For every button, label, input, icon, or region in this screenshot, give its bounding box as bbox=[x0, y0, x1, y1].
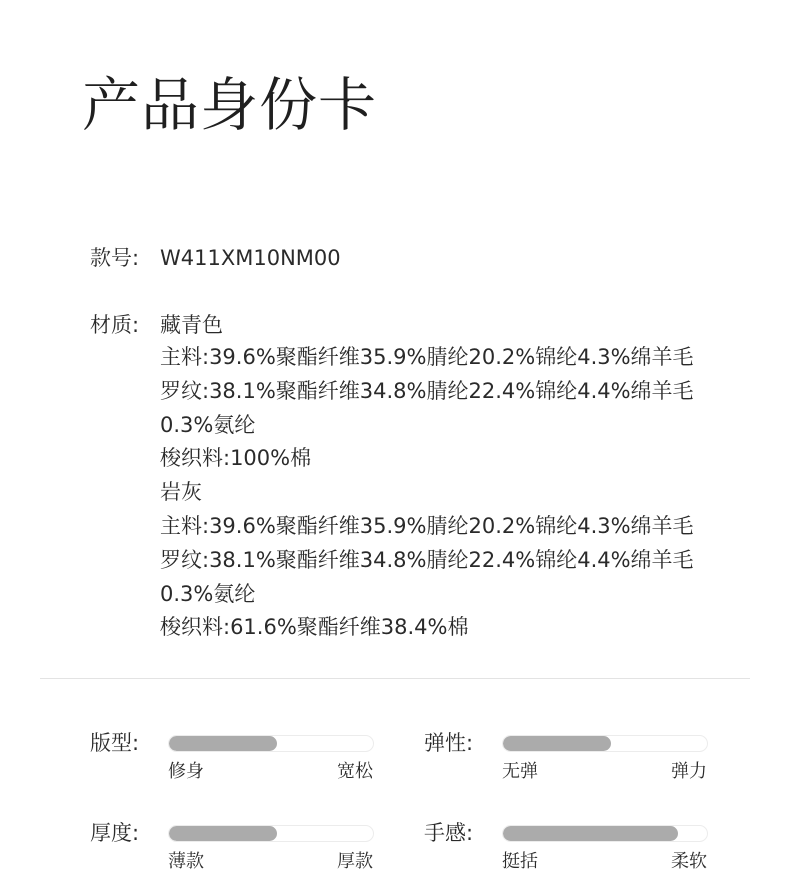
style-number-label: 款号: bbox=[90, 246, 140, 270]
attribute-bar-fill bbox=[503, 736, 611, 751]
material-line: 罗纹:38.1%聚酯纤维34.8%腈纶22.4%锦纶4.4%绵羊毛 bbox=[160, 547, 694, 572]
attribute-bar-fill bbox=[503, 826, 678, 841]
material-line: 0.3%氨纶 bbox=[160, 412, 256, 437]
section-divider bbox=[40, 678, 750, 679]
style-number-row bbox=[90, 241, 341, 275]
material-line: 主料:39.6%聚酯纤维35.9%腈纶20.2%锦纶4.3%绵羊毛 bbox=[160, 345, 694, 369]
material-line: 梭织料:100%棉 bbox=[160, 446, 312, 471]
material-label: 材质: bbox=[90, 313, 140, 337]
attribute-label: 手感: bbox=[424, 821, 474, 845]
attribute-bar-track bbox=[502, 825, 708, 842]
material-line: 岩灰 bbox=[160, 480, 202, 505]
attribute-bar-track bbox=[168, 735, 374, 752]
attribute-max-label: 宽松 bbox=[337, 761, 373, 782]
attribute-max-label: 柔软 bbox=[671, 851, 707, 872]
attribute-bar-fill bbox=[169, 736, 277, 751]
attribute-label: 厚度: bbox=[90, 821, 140, 845]
material-line: 0.3%氨纶 bbox=[160, 581, 256, 606]
material-line: 主料:39.6%聚酯纤维35.9%腈纶20.2%锦纶4.3%绵羊毛 bbox=[160, 513, 694, 538]
attribute-min-label: 挺括 bbox=[502, 851, 538, 872]
attribute-bar-track bbox=[502, 735, 708, 752]
attribute-label: 版型: bbox=[90, 731, 140, 755]
attribute-min-label: 修身 bbox=[168, 761, 204, 782]
material-first-line: 藏青色 bbox=[160, 313, 223, 337]
page-title: 产品身份卡 bbox=[82, 71, 378, 139]
material-row bbox=[90, 308, 223, 342]
material-line: 梭织料:61.6%聚酯纤维38.4%棉 bbox=[160, 615, 469, 640]
attribute-max-label: 弹力 bbox=[671, 761, 707, 782]
attribute-min-label: 无弹 bbox=[502, 761, 538, 782]
attribute-min-label: 薄款 bbox=[168, 851, 204, 872]
attribute-bar-track bbox=[168, 825, 374, 842]
material-line: 罗纹:38.1%聚酯纤维34.8%腈纶22.4%锦纶4.4%绵羊毛 bbox=[160, 378, 694, 403]
attribute-label: 弹性: bbox=[424, 731, 474, 755]
attribute-bar-fill bbox=[169, 826, 277, 841]
attribute-max-label: 厚款 bbox=[337, 851, 373, 872]
style-number-value: W411XM10NM00 bbox=[160, 246, 341, 270]
material-details bbox=[160, 341, 760, 645]
